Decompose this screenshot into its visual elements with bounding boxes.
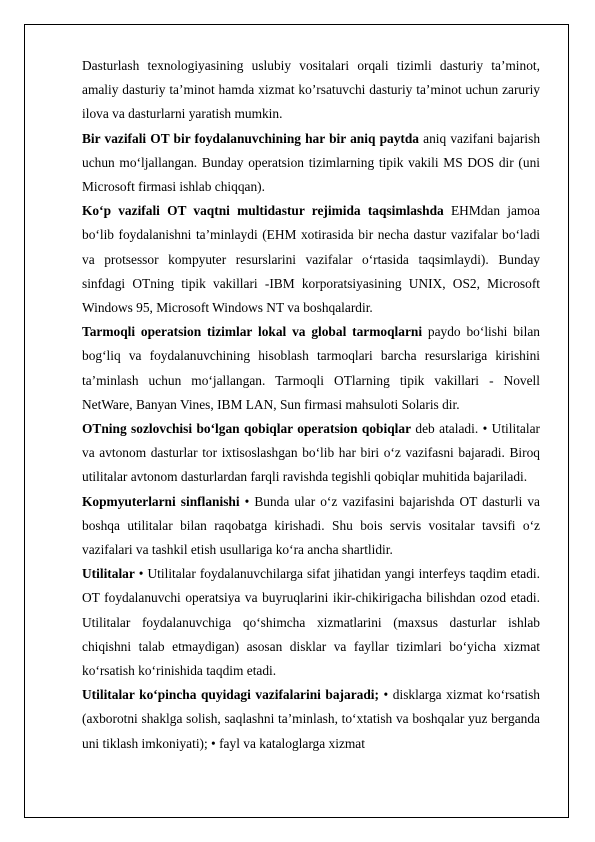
paragraph-text: aniq vazifani bajarish uchun mo‘ljallangan. Bunday operatsion tizimlarning tipik vakili MS DOS dir (uni Microsoft firmasi ishlab chiqqan). [82, 130, 541, 195]
paragraph-heading: Bir vazifali OT bir foydalanuvchining har bir aniq paytda [82, 130, 420, 146]
paragraph-heading: Kopmyuterlarni sinflanishi [82, 493, 240, 509]
paragraph-heading: Utilitalar [82, 566, 135, 582]
paragraph-utilities [82, 562, 540, 683]
paragraph-utility-tasks [82, 683, 540, 756]
paragraph-network-os [82, 320, 540, 417]
document-body [82, 54, 540, 756]
paragraph-heading: Tarmoqli operatsion tizimlar lokal va global tarmoqlarni [82, 324, 423, 340]
paragraph-multi-task-os [82, 199, 540, 320]
paragraph-text: • Utilitalar foydalanuvchilarga sifat jihatidan yangi interfeys taqdim etadi. OT foydalanuvchi operatsiya va buyruqlarini ikir-chikirigacha bilishdan ozod etadi. Utilitalar foydalanuvchiga qo‘shimcha xizmatlarini (maxsus dasturlar ishlab chiqishni talab etmaydigan) asosan disklar va fayllar tizimlari bo‘yicha xizmat ko‘rsatish ko‘rinishida taqdim etadi. [82, 566, 540, 679]
paragraph-text: deb ataladi. • Utilitalar va avtonom dasturlar tor ixtisoslashgan bo‘lib har biri o‘z vazifasni bajaradi. Biroq utilitalar avtonom dasturlardan farqli ravishda tegishli qobiqlar muhitida bajariladi. [82, 421, 540, 485]
paragraph-text: • Bunda ular o‘z vazifasini bajarishda OT dasturli va boshqa utilitalar bilan raqobatga kirishadi. Shu bois servis vositalar tavsifi o‘z vazifalari va tashkil etish usullariga ko‘ra ancha shartlidir. [82, 493, 540, 558]
paragraph-text: Dasturlash texnologiyasining uslubiy vositalari orqali tizimli dasturiy ta’minot, amaliy dasturiy ta’minot hamda xizmat ko’rsatuvchi dasturiy ta’minot uchun zaruriy ilova va dasturlarni yaratish mumkin. [82, 58, 540, 122]
paragraph-text: paydo bo‘lishi bilan bog‘liq va foydalanuvchining hisoblash tarmoqlari barcha resurslariga kirishini ta’minlash uchun mo‘jallangan. Tarmoqli OTlarning tipik vakillari - Novell NetWare, Banyan Vines, IBM LAN, Sun firmasi mahsuloti Solaris dir. [82, 324, 540, 412]
paragraph-intro [82, 54, 540, 127]
paragraph-shells [82, 417, 540, 490]
paragraph-text: • disklarga xizmat ko‘rsatish (axborotni shaklga solish, saqlashni ta’minlash, to‘xtatish va boshqalar yuz berganda uni tiklash imkoniyati); • fayl va kataloglarga xizmat [82, 687, 540, 751]
paragraph-heading: Ko‘p vazifali OT vaqtni multidastur rejimida taqsimlashda [82, 203, 444, 219]
paragraph-single-task-os [82, 127, 540, 200]
paragraph-classification [82, 490, 540, 563]
paragraph-heading: Utilitalar ko‘pincha quyidagi vazifalarini bajaradi; [82, 687, 379, 703]
paragraph-heading: OTning sozlovchisi bo‘lgan qobiqlar operatsion qobiqlar [82, 421, 412, 437]
paragraph-text: EHMdan jamoa bo‘lib foydalanishni ta’minlaydi (EHM xotirasida bir necha dastur vazifalar bo‘ladi va protsessor kompyuter resurslarini vazifalar o‘rtasida taqsimlaydi). Bunday sinfdagi OTning tipik vakillari -IBM korporatsiyasining UNIX, OS2, Microsoft Windows 95, Microsoft Windows NT va boshqalardir. [82, 203, 540, 316]
